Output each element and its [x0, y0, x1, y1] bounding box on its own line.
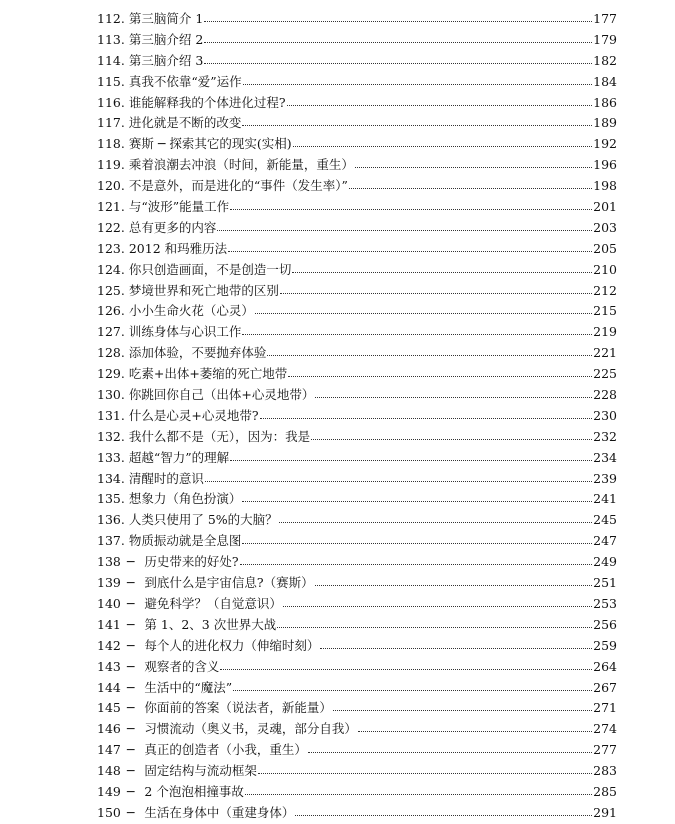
- toc-entry-page: 253: [593, 595, 617, 611]
- toc-entry-page: 186: [593, 94, 617, 110]
- toc-entry-title: 第 1、2、3 次世界大战: [144, 616, 277, 632]
- toc-entry-number: 113.: [97, 31, 125, 47]
- toc-entry[interactable]: [97, 573, 617, 594]
- dot-leader: [255, 301, 592, 315]
- dot-leader: [240, 552, 593, 566]
- toc-entry[interactable]: [97, 30, 617, 51]
- toc-entry[interactable]: [97, 218, 617, 239]
- toc-entry[interactable]: [97, 427, 617, 448]
- toc-entry-number: 122.: [97, 219, 125, 235]
- dot-leader: [245, 782, 592, 796]
- toc-entry-number: 136.: [97, 512, 125, 528]
- toc-entry-page: 256: [593, 616, 617, 632]
- toc-entry-title: 避免科学？（自觉意识）: [144, 595, 282, 611]
- toc-entry-number: 121.: [97, 199, 125, 215]
- dot-leader: [220, 657, 592, 671]
- toc-entry-page: 215: [593, 303, 617, 319]
- toc-entry-page: 285: [593, 783, 617, 799]
- toc-entry[interactable]: [97, 301, 617, 322]
- toc-entry[interactable]: [97, 761, 617, 782]
- dot-leader: [242, 113, 592, 127]
- toc-entry-number: 130.: [97, 387, 125, 403]
- toc-entry-number: 116.: [97, 94, 125, 110]
- toc-entry-number: 129.: [97, 366, 125, 382]
- dot-leader: [204, 30, 592, 44]
- toc-entry-number: 115.: [97, 73, 125, 89]
- toc-entry-title: 2012 和玛雅历法: [128, 240, 228, 256]
- toc-entry-title: 吃素+出体+萎缩的死亡地带: [128, 366, 288, 382]
- toc-entry-separator: ─: [126, 700, 135, 716]
- dot-leader: [288, 364, 592, 378]
- dot-leader: [279, 510, 592, 524]
- toc-entry-number: 126.: [97, 303, 125, 319]
- toc-entry-separator: ─: [126, 783, 135, 799]
- toc-entry[interactable]: [97, 489, 617, 510]
- toc-entry[interactable]: [97, 552, 617, 573]
- toc-entry-number: 137.: [97, 533, 125, 549]
- dot-leader: [204, 9, 592, 23]
- toc-entry-page: 245: [593, 512, 617, 528]
- dot-leader: [242, 531, 592, 545]
- toc-entry-number: 119.: [97, 157, 125, 173]
- toc-entry-title: 想象力（角色扮演）: [128, 491, 242, 507]
- toc-entry-number: 134.: [97, 470, 125, 486]
- dot-leader: [233, 678, 592, 692]
- toc-entry-title: 什么是心灵+心灵地带?: [128, 407, 259, 423]
- toc-entry-page: 251: [593, 575, 617, 591]
- toc-entry-number: 117.: [97, 115, 125, 131]
- toc-entry[interactable]: [97, 134, 617, 155]
- toc-entry-separator: ─: [126, 763, 135, 779]
- toc-entry-title: 赛斯 ─ 探索其它的现实(实相): [128, 136, 292, 152]
- toc-entry-number: 138: [97, 554, 121, 570]
- toc-entry-title: 你跳回你自己（出体+心灵地带）: [128, 387, 315, 403]
- toc-entry-title: 进化就是不断的改变: [128, 115, 242, 131]
- toc-entry-page: 225: [593, 366, 617, 382]
- toc-entry[interactable]: [97, 239, 617, 260]
- dot-leader: [355, 155, 592, 169]
- toc-entry-separator: ─: [126, 616, 135, 632]
- toc-entry-title: 人类只使用了 5%的大脑？: [128, 512, 278, 528]
- toc-entry[interactable]: [97, 72, 617, 93]
- dot-leader: [280, 281, 592, 295]
- toc-entry[interactable]: [97, 176, 617, 197]
- toc-entry-page: 274: [593, 721, 617, 737]
- toc-entry-number: 123.: [97, 240, 125, 256]
- toc-entry-title: 历史带来的好处?: [144, 554, 239, 570]
- toc-entry-number: 125.: [97, 282, 125, 298]
- toc-entry-page: 196: [593, 157, 617, 173]
- toc-entry-page: 228: [593, 387, 617, 403]
- toc-entry[interactable]: [97, 385, 617, 406]
- toc-entry-title: 第三脑简介 1: [128, 11, 204, 26]
- dot-leader: [260, 406, 593, 420]
- toc-entry-number: 114.: [97, 52, 125, 68]
- toc-entry-title: 固定结构与流动框架: [144, 763, 257, 779]
- toc-entry[interactable]: [97, 510, 617, 531]
- dot-leader: [242, 322, 592, 336]
- toc-entry-page: 198: [593, 178, 617, 194]
- toc-entry-title: 我什么都不是（无），因为：我是: [128, 428, 311, 444]
- dot-leader: [217, 218, 592, 232]
- dot-leader: [283, 594, 592, 608]
- toc-entry-number: 142: [97, 637, 121, 653]
- toc-entry-page: 247: [593, 533, 617, 549]
- toc-entry[interactable]: [97, 740, 617, 761]
- toc-entry-page: 205: [593, 240, 617, 256]
- toc-entry-title: 乘着浪潮去冲浪（时间，新能量，重生）: [128, 157, 354, 173]
- toc-entry-number: 146: [97, 721, 121, 737]
- toc-entry[interactable]: [97, 197, 617, 218]
- toc-entry-number: 147: [97, 742, 121, 758]
- toc-entry[interactable]: [97, 678, 617, 699]
- dot-leader: [320, 636, 592, 650]
- toc-entry-separator: ─: [126, 554, 135, 570]
- toc-entry-page: 212: [593, 282, 617, 298]
- dot-leader: [315, 573, 593, 587]
- toc-entry-title: 物质振动就是全息图: [128, 533, 242, 549]
- dot-leader: [315, 385, 592, 399]
- toc-entry-title: 与“波形”能量工作: [128, 199, 230, 215]
- toc-entry-separator: ─: [126, 721, 135, 737]
- dot-leader: [204, 51, 592, 65]
- toc-entry[interactable]: [97, 343, 617, 364]
- toc-entry-title: 梦境世界和死亡地带的区别: [128, 282, 279, 298]
- toc-entry-number: 135.: [97, 491, 125, 507]
- dot-leader: [242, 489, 592, 503]
- toc-entry[interactable]: [97, 281, 617, 302]
- toc-entry-page: 283: [593, 763, 617, 779]
- toc-entry-number: 144: [97, 679, 121, 695]
- table-of-contents: [97, 9, 617, 824]
- toc-entry-page: 271: [593, 700, 617, 716]
- toc-entry-separator: ─: [126, 658, 135, 674]
- toc-entry-page: 291: [593, 804, 617, 820]
- dot-leader: [228, 239, 592, 253]
- toc-entry-page: 177: [593, 11, 617, 26]
- toc-entry-page: 179: [593, 31, 617, 47]
- toc-entry-number: 140: [97, 595, 121, 611]
- toc-entry-number: 118.: [97, 136, 125, 152]
- toc-entry-page: 221: [593, 345, 617, 361]
- toc-entry-number: 131.: [97, 407, 125, 423]
- toc-entry-number: 148: [97, 763, 121, 779]
- toc-entry[interactable]: [97, 803, 617, 824]
- toc-entry-number: 124.: [97, 261, 125, 277]
- toc-entry-title: 添加体验，不要抛弃体验: [128, 345, 267, 361]
- toc-entry-page: 219: [593, 324, 617, 340]
- toc-entry-title: 观察者的含义: [144, 658, 220, 674]
- toc-entry-page: 234: [593, 449, 617, 465]
- toc-entry-number: 132.: [97, 428, 125, 444]
- toc-entry-page: 210: [593, 261, 617, 277]
- toc-entry[interactable]: [97, 782, 617, 803]
- toc-entry-page: 249: [593, 554, 617, 570]
- toc-entry-separator: ─: [126, 742, 135, 758]
- toc-entry-title: 生活中的“魔法”: [144, 679, 233, 695]
- toc-entry-page: 277: [593, 742, 617, 758]
- toc-entry-page: 192: [593, 136, 617, 152]
- toc-entry[interactable]: [97, 657, 617, 678]
- toc-entry-number: 145: [97, 700, 121, 716]
- toc-entry[interactable]: [97, 448, 617, 469]
- toc-entry-number: 120.: [97, 178, 125, 194]
- toc-entry[interactable]: [97, 594, 617, 615]
- dot-leader: [287, 93, 593, 107]
- dot-leader: [230, 448, 592, 462]
- dot-leader: [308, 740, 592, 754]
- toc-entry[interactable]: [97, 719, 617, 740]
- toc-entry-title: 清醒时的意识: [128, 470, 204, 486]
- toc-entry-page: 203: [593, 219, 617, 235]
- toc-entry-separator: ─: [126, 595, 135, 611]
- toc-entry-number: 128.: [97, 345, 125, 361]
- toc-entry-number: 139: [97, 575, 121, 591]
- toc-entry-page: 239: [593, 470, 617, 486]
- toc-entry-page: 264: [593, 658, 617, 674]
- toc-entry[interactable]: [97, 698, 617, 719]
- toc-entry-title: 谁能解释我的个体进化过程?: [128, 94, 286, 110]
- toc-entry-number: 143: [97, 658, 121, 674]
- toc-entry-number: 150: [97, 804, 121, 820]
- toc-entry-title: 到底什么是宇宙信息?（赛斯）: [144, 575, 314, 591]
- toc-entry-title: 超越“智力”的理解: [128, 449, 230, 465]
- dot-leader: [243, 72, 593, 86]
- toc-entry[interactable]: [97, 364, 617, 385]
- toc-entry-page: 184: [593, 73, 617, 89]
- toc-entry-page: 267: [593, 679, 617, 695]
- toc-entry[interactable]: [97, 260, 617, 281]
- toc-entry-number: 112.: [97, 11, 125, 26]
- dot-leader: [292, 260, 592, 274]
- toc-entry[interactable]: [97, 113, 617, 134]
- toc-entry[interactable]: [97, 9, 617, 30]
- toc-entry[interactable]: [97, 406, 617, 427]
- toc-entry-page: 241: [593, 491, 617, 507]
- toc-entry[interactable]: [97, 469, 617, 490]
- dot-leader: [267, 343, 592, 357]
- toc-entry-number: 141: [97, 616, 121, 632]
- toc-entry-title: 第三脑介绍 2: [128, 31, 204, 47]
- toc-entry-separator: ─: [126, 575, 135, 591]
- dot-leader: [295, 803, 592, 817]
- toc-entry-page: 189: [593, 115, 617, 131]
- toc-entry-title: 2 个泡泡相撞事故: [144, 783, 244, 799]
- toc-entry-title: 真正的创造者（小我，重生）: [144, 742, 307, 758]
- toc-entry-title: 不是意外，而是进化的“事件（发生率）”: [128, 178, 348, 194]
- toc-entry[interactable]: [97, 155, 617, 176]
- toc-entry-number: 127.: [97, 324, 125, 340]
- dot-leader: [311, 427, 592, 441]
- toc-entry-page: 232: [593, 428, 617, 444]
- toc-entry-title: 你只创造画面，不是创造一切: [128, 261, 292, 277]
- toc-entry-number: 149: [97, 783, 121, 799]
- dot-leader: [358, 719, 592, 733]
- dot-leader: [277, 615, 592, 629]
- toc-entry-title: 训练身体与心识工作: [128, 324, 242, 340]
- toc-entry-title: 第三脑介绍 3: [128, 52, 204, 68]
- dot-leader: [230, 197, 592, 211]
- toc-entry-page: 182: [593, 52, 617, 68]
- dot-leader: [333, 698, 592, 712]
- toc-entry[interactable]: [97, 615, 617, 636]
- toc-entry-title: 每个人的进化权力（伸缩时刻）: [144, 637, 320, 653]
- toc-entry-title: 真我不依靠“爱”运作: [128, 73, 242, 89]
- toc-entry-title: 生活在身体中（重建身体）: [144, 804, 295, 820]
- toc-entry[interactable]: [97, 531, 617, 552]
- toc-entry[interactable]: [97, 93, 617, 114]
- toc-entry[interactable]: [97, 51, 617, 72]
- toc-entry-title: 你面前的答案（说法者，新能量）: [144, 700, 332, 716]
- dot-leader: [205, 469, 592, 483]
- toc-entry[interactable]: [97, 636, 617, 657]
- dot-leader: [349, 176, 592, 190]
- toc-entry[interactable]: [97, 322, 617, 343]
- toc-entry-page: 259: [593, 637, 617, 653]
- toc-entry-page: 230: [593, 407, 617, 423]
- dot-leader: [293, 134, 593, 148]
- toc-entry-title: 习惯流动（奥义书，灵魂，部分自我）: [144, 721, 357, 737]
- toc-entry-separator: ─: [126, 679, 135, 695]
- toc-entry-page: 201: [593, 199, 617, 215]
- dot-leader: [258, 761, 592, 775]
- toc-entry-separator: ─: [126, 804, 135, 820]
- toc-entry-title: 小小生命火花（心灵）: [128, 303, 254, 319]
- toc-entry-number: 133.: [97, 449, 125, 465]
- toc-entry-separator: ─: [126, 637, 135, 653]
- toc-entry-title: 总有更多的内容: [128, 219, 217, 235]
